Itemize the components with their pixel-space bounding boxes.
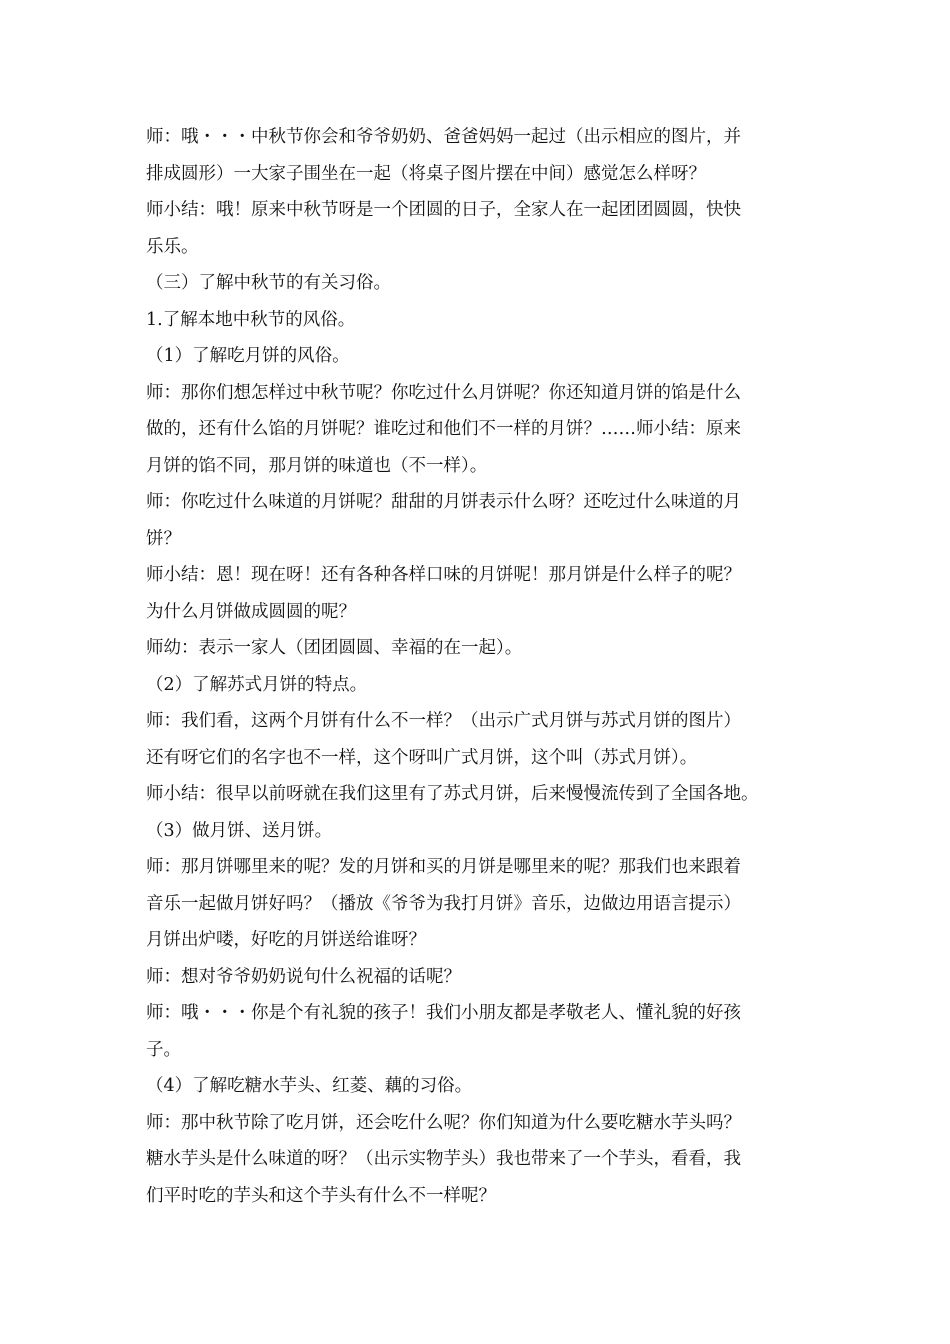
- text-line: 月饼的馅不同，那月饼的味道也（不一样）。: [146, 455, 488, 476]
- text-line: 师：那月饼哪里来的呢？发的月饼和买的月饼是哪里来的呢？那我们也来跟着: [146, 857, 741, 877]
- text-line: 月饼出炉喽，好吃的月饼送给谁呀？: [146, 930, 426, 950]
- text-line: 还有呀它们的名字也不一样，这个呀叫广式月饼，这个叫（苏式月饼）。: [146, 747, 698, 768]
- item-heading: （1）了解吃月饼的风俗。: [146, 346, 350, 366]
- text-line: 师小结：恩！现在呀！还有各种各样口味的月饼呢！那月饼是什么样子的呢？: [146, 565, 741, 585]
- text-line: 师：那你们想怎样过中秋节呢？你吃过什么月饼呢？你还知道月饼的馅是什么: [146, 382, 741, 403]
- text-line: 师：哦・・・你是个有礼貌的孩子！我们小朋友都是孝敬老人、懂礼貌的好孩: [146, 1003, 741, 1023]
- text-line: 糖水芋头是什么味道的呀？（出示实物芋头）我也带来了一个芋头，看看，我: [146, 1149, 741, 1169]
- text-line: 师：你吃过什么味道的月饼呢？甜甜的月饼表示什么呀？还吃过什么味道的月: [146, 492, 741, 512]
- text-line: 们平时吃的芋头和这个芋头有什么不一样呢？: [146, 1185, 496, 1206]
- text-line: 为什么月饼做成圆圆的呢？: [146, 601, 356, 622]
- item-heading: （2）了解苏式月饼的特点。: [146, 674, 368, 695]
- text-line: 师：哦・・・中秋节你会和爷爷奶奶、爸爸妈妈一起过（出示相应的图片，并: [146, 127, 741, 147]
- text-line: 师小结：哦！原来中秋节呀是一个团圆的日子，全家人在一起团团圆圆，快快: [146, 200, 741, 220]
- text-line: 子。: [146, 1039, 181, 1060]
- text-line: 师小结：很早以前呀就在我们这里有了苏式月饼，后来慢慢流传到了全国各地。: [146, 784, 759, 804]
- subsection-heading: 1.了解本地中秋节的风俗。: [146, 309, 356, 330]
- text-line: 师：想对爷爷奶奶说句什么祝福的话呢？: [146, 966, 461, 987]
- text-line: 师：我们看，这两个月饼有什么不一样？（出示广式月饼与苏式月饼的图片）: [146, 711, 741, 731]
- text-line: 音乐一起做月饼好吗？（播放《爷爷为我打月饼》音乐，边做边用语言提示）: [146, 893, 741, 914]
- item-heading: （3）做月饼、送月饼。: [146, 820, 333, 841]
- section-heading: （三）了解中秋节的有关习俗。: [146, 273, 391, 293]
- text-line: 师：那中秋节除了吃月饼，还会吃什么呢？你们知道为什么要吃糖水芋头吗？: [146, 1112, 741, 1133]
- text-line: 乐乐。: [146, 236, 199, 257]
- text-line: 师幼：表示一家人（团团圆圆、幸福的在一起）。: [146, 638, 523, 658]
- text-line: 做的，还有什么馅的月饼呢？谁吃过和他们不一样的月饼？……师小结：原来: [146, 419, 741, 439]
- text-line: 饼？: [146, 528, 181, 549]
- text-line: 排成圆形）一大家子围坐在一起（将桌子图片摆在中间）感觉怎么样呀？: [146, 163, 706, 184]
- document-body: [146, 119, 816, 1214]
- item-heading: （4）了解吃糖水芋头、红菱、藕的习俗。: [146, 1076, 473, 1096]
